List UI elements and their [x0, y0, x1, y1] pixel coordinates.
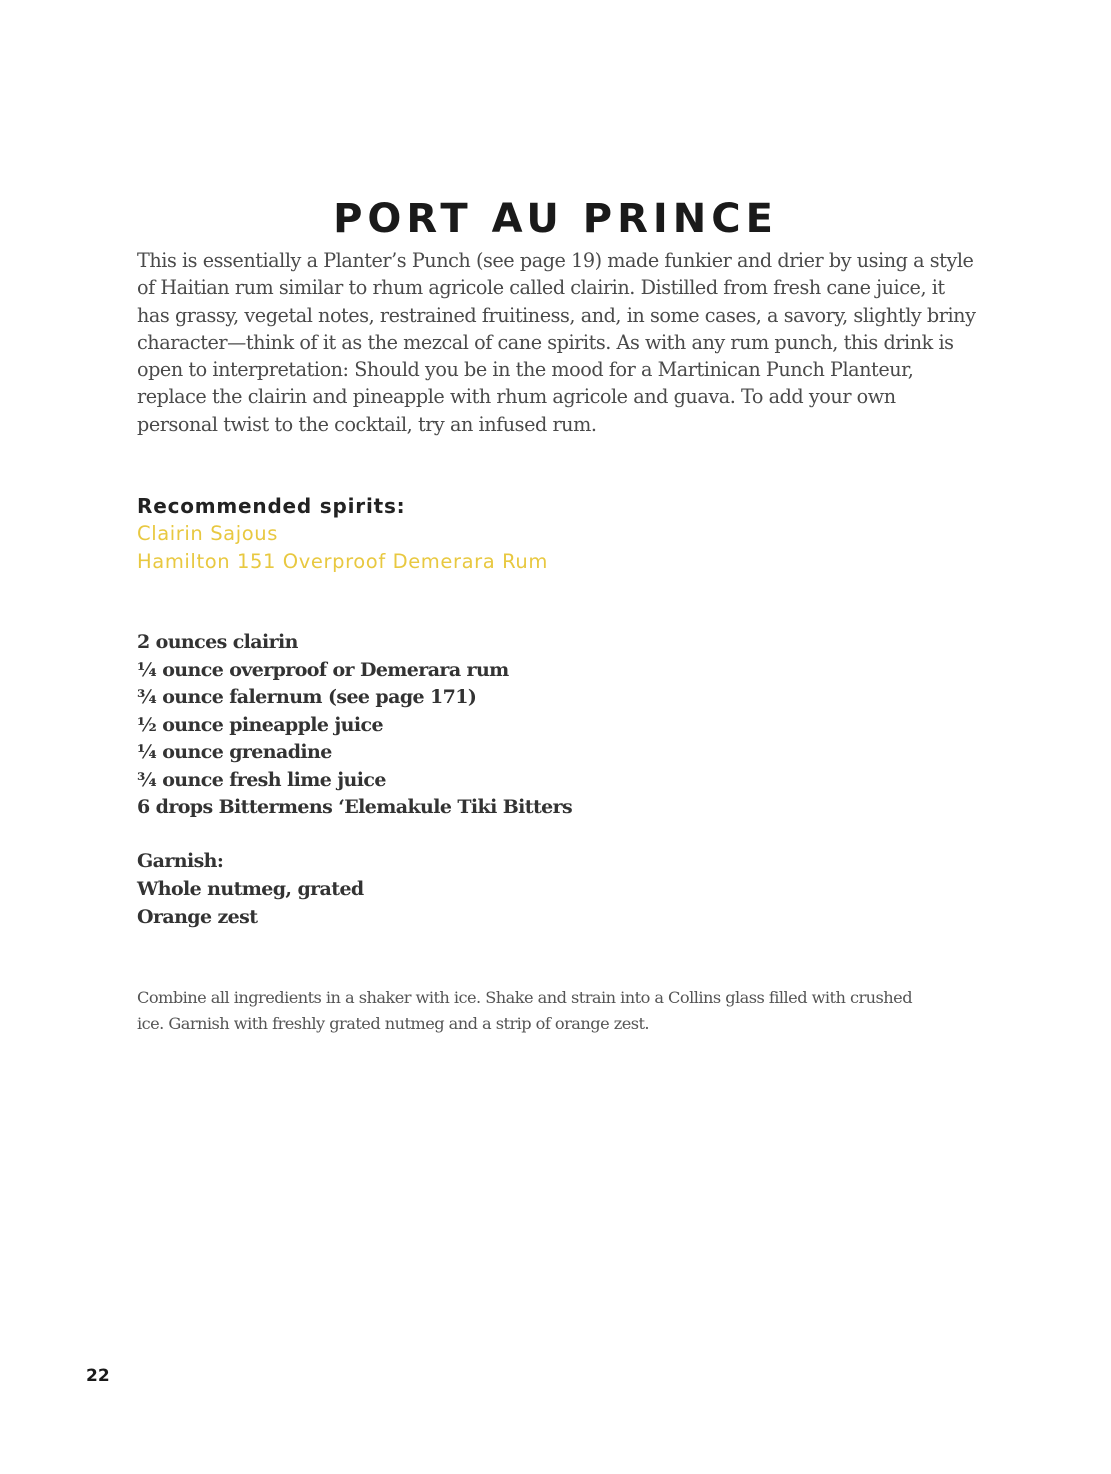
page-number: 22 [86, 1366, 110, 1386]
spirit-item: Clairin Sajous [137, 522, 278, 545]
garnish-label: Garnish: [137, 850, 224, 872]
garnish-list [137, 876, 364, 931]
ingredient-item: ¾ ounce falernum (see page 171) [137, 686, 477, 708]
recipe-intro: This is essentially a Planter’s Punch (see page 19) made funkier and drier by using a style of Haitian rum similar to rhum agricole called clairin. Distilled from fresh cane juice, it has grassy, vegetal notes, restrained fruitiness, and, in some cases, a savory, slightly briny character—think of it as the mezcal of cane spirits. As with any rum punch, this drink is open to interpretation: Should you be in the mood for a Martinican Punch Planteur, replace the clairin and pineapple with rhum agricole and guava. To add your own personal twist to the cocktail, try an infused rum. [137, 249, 976, 436]
ingredient-item: 2 ounces clairin [137, 631, 298, 653]
garnish-item: Whole nutmeg, grated [137, 878, 364, 900]
ingredient-item: ½ ounce pineapple juice [137, 713, 383, 736]
recipe-title: PORT AU PRINCE [333, 195, 778, 242]
spirit-item: Hamilton 151 Overproof Demerara Rum [137, 549, 548, 573]
recommended-spirits-heading: Recommended spirits: [137, 494, 406, 518]
ingredients-list [137, 629, 572, 822]
ingredient-item: ¼ ounce grenadine [137, 741, 332, 763]
garnish-item: Orange zest [137, 905, 258, 928]
ingredient-item: 6 drops Bittermens ‘Elemakule Tiki Bitters [137, 796, 573, 818]
ingredient-item: ¼ ounce overproof or Demerara rum [137, 658, 509, 681]
recipe-instructions: Combine all ingredients in a shaker with ice. Shake and strain into a Collins glass filled with crushed ice. Garnish with freshly grated nutmeg and a strip of orange zest. [137, 988, 913, 1033]
ingredient-item: ¾ ounce fresh lime juice [137, 768, 386, 791]
recommended-spirits-list [137, 520, 548, 575]
